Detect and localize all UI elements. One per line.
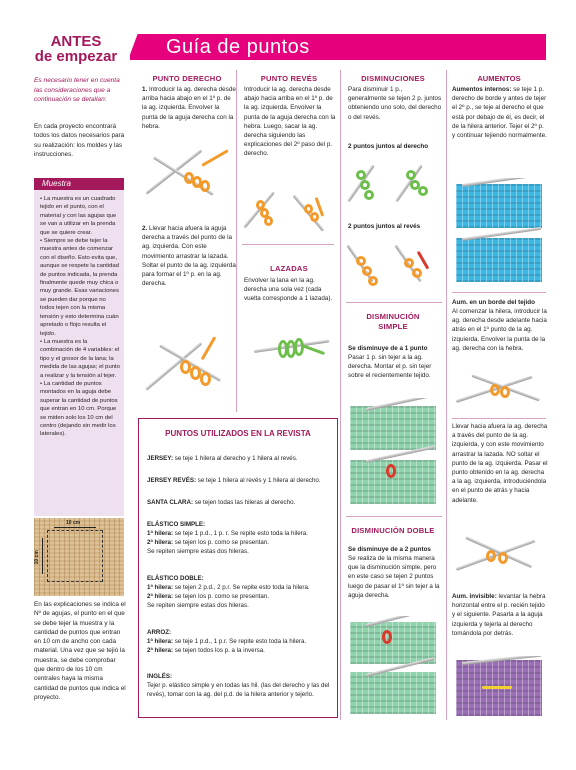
swatch-arrow-vertical — [42, 538, 43, 574]
yarn-loop — [490, 384, 500, 396]
punto-derecho-illustration-2 — [142, 336, 234, 402]
punto-reves-title: PUNTO REVÉS — [260, 74, 318, 83]
muestra-item: • Siempre se debe tejer la muestra antes de comenzar con el diseño. Esto evita que, aunque se respete la cantidad de puntos indicada, la prenda finalmente quede muy chica o muy grande. Esas variaciones se pueden dar porque no todos tejen con la misma tensión y esto determina cuán apretado o flojo resulta el tejido. — [40, 237, 120, 338]
yarn-loop — [200, 372, 211, 386]
yarn-loop — [412, 268, 422, 278]
muestra-heading: Muestra — [34, 178, 124, 190]
knit-panel — [350, 406, 436, 450]
lazadas-text: Envolver la lana en la ag. derecha una sola vez (cada vuelta corresponde a 1 lazada). — [244, 277, 333, 303]
ingles-lead: INGLÉS: — [147, 673, 173, 680]
yarn-loop — [386, 464, 396, 478]
swatch-label-h: 10 cm — [66, 520, 81, 526]
dism-simple-title-line1: DISMINUCIÓN — [366, 312, 420, 321]
aumentos-text2: Tejer el 2º p. y continuar tejiendo normalmente. — [452, 122, 547, 140]
dism-simple-text: Pasar 1 p. sin tejer a la ag. derecha. Montar el p. sin tejer sobre el recientemente tejido. — [348, 354, 432, 380]
ingles-text: Tejer p. elástico simple y en todas las hil. (las del derecho y las del revés), tomar con la ag. del p.d. de la hilera anterior y tejerlo. — [147, 681, 330, 698]
yarn-strand — [201, 336, 217, 360]
yarn-loop — [200, 180, 210, 192]
swatch-arrow-horizontal — [54, 527, 96, 528]
yarn-loop — [356, 256, 366, 266]
santa-clara — [147, 499, 337, 508]
jersey-text: se teje 1 hilera al derecho y 1 hilera al revés. — [174, 455, 298, 462]
knit-panel — [350, 672, 436, 714]
aumentos-text — [452, 85, 548, 140]
ed-rep: Se repiten siempre estas dos hileras. — [147, 601, 249, 609]
yarn-loop — [310, 212, 319, 222]
divider — [452, 418, 546, 419]
dism-derecho-illustration — [346, 156, 440, 214]
lazadas-illustration — [252, 320, 332, 378]
knit-panel — [456, 238, 542, 282]
muestra-box — [34, 190, 124, 516]
aum-borde-illustration-1 — [452, 366, 546, 414]
yarn-strand — [482, 686, 512, 689]
aumentos-text1: se teje 1 p. derecho de borde y antes de tejer el 2º p., se teje al derecho el que está por debajo de él, es decir, el de la hilera anterior. — [452, 86, 547, 130]
yarn-loop — [362, 266, 372, 276]
header-cap — [128, 34, 152, 60]
jersey-lead: JERSEY: — [147, 455, 174, 462]
ed-h2: se tejen los p. como se presentan. — [174, 592, 270, 600]
closing-text: En las explicaciones se indica el Nº de agujas, el punto en el que se debe tejer la muestra y la cantidad de puntos que entran en 10 cm de ancho con cada material. Una vez que se tejió la muestra, se debe comprobar que dentro de los 10 cm centrales haya la misma cantidad de puntos que indica el proyecto. — [34, 601, 126, 701]
step-text: Introducir la ag. derecha desde arriba hacia abajo en el 1º p. de la ag. izquierda. Envolver la punta de la aguja derecha con la hebra. — [142, 86, 236, 130]
ed-h1: se tejen 2 p.d., 2 p.r. Se repite esto toda la hilera. — [174, 583, 310, 591]
es-rep: Se repiten siempre estas dos hileras. — [147, 547, 249, 555]
ed-h1-lead: 1ª hilera: — [147, 583, 174, 591]
intro-text: En cada proyecto encontrará todos los datos necesarios para su realización: los moldes y las instrucciones. — [34, 123, 125, 159]
punto-derecho-step2 — [142, 224, 236, 288]
divider — [452, 292, 546, 293]
punto-derecho-title: PUNTO DERECHO — [152, 74, 222, 83]
dism-doble-title: DISMINUCIÓN DOBLE — [351, 526, 435, 535]
dism-reves-illustration — [346, 236, 440, 296]
arroz-lead: ARROZ: — [147, 629, 172, 636]
yarn-loop — [404, 258, 414, 268]
yarn-strand — [201, 149, 228, 167]
lazadas-title: LAZADAS — [270, 264, 308, 273]
muestra-item: • La muestra es un cuadrado tejido en el punto, con el material y con las agujas que se van a utilizar en la prenda que se quiere crear. — [40, 195, 120, 237]
yarn-loop — [500, 386, 510, 398]
yarn-loop — [360, 180, 370, 190]
step-number: 2. — [142, 225, 148, 232]
puntos-revista-title: PUNTOS UTILIZADOS EN LA REVISTA — [165, 429, 311, 438]
divider — [236, 70, 237, 412]
divider — [346, 516, 442, 517]
antes-title-line2: de empezar — [34, 48, 118, 65]
disminuciones-sub2: 2 puntos juntos al revés — [348, 223, 421, 230]
divider — [340, 70, 341, 720]
page-title: Guía de puntos — [152, 34, 546, 60]
punto-derecho-step1 — [142, 85, 236, 131]
divider — [346, 302, 442, 303]
punto-reves-text: Introducir la ag. derecha desde abajo hacia arriba en el 1º p. de la ag. izquierda. Envolver la punta de la aguja derecha con la hebra. Luego, sacar la ag. derecha siguiendo las explicaciones del 2º paso del p. derecho. — [244, 86, 336, 158]
aum-borde-text2: Llevar hacia afuera la ag. derecha a través del punto de la ag. izquierda, y con este movimiento arrastrar la lazada. NO soltar el punto de la ag. izquierda. Pasar el punto obtenido en la ag. derecha a la ag. izquierda, introduciéndola en el punto de atrás y hacia adelante. — [452, 423, 548, 504]
ed-h2-lead: 2ª hilera: — [147, 592, 174, 600]
elastico-doble — [147, 575, 337, 611]
divider — [446, 70, 447, 720]
divider — [242, 244, 334, 245]
muestra-item: • La cantidad de puntos montados en la aguja debe superar la cantidad de puntos que entran en 10 cm. Porque se miden solo los 10 cm del centro (dejando sin medir los laterales). — [40, 380, 120, 439]
step-text: Llevar hacia afuera la aguja derecha a través del punto de la ag. izquierda. Con este movimiento arrastrar la lazada. Soltar el punto de la ag. izquierda para formar el 1º p. en la ag. derecha. — [142, 225, 236, 288]
yarn-loop — [486, 550, 496, 562]
yarn-loop — [406, 170, 416, 180]
es-h1: se teje 1 p.d., 1 p. r. Se repite esto toda la hilera. — [174, 529, 308, 537]
ar-h2-lead: 2ª hilera: — [147, 646, 174, 654]
dism-simple-title-line2: SIMPLE — [378, 322, 408, 332]
disminuciones-sub1: 2 puntos juntos al derecho — [348, 143, 429, 150]
antes-title — [30, 34, 122, 64]
es-h2-lead: 2ª hilera: — [147, 538, 174, 546]
dism-simple-title — [346, 312, 440, 332]
aum-borde-text: Al comenzar la hilera, introducir la ag. derecha desde adelante hacia atrás en el 1º punto de la ag. izquierda. Envolver la punta de la ag. derecha con la hebra. — [452, 308, 547, 352]
yarn-loop — [368, 276, 378, 286]
dism-doble-text: Se realiza de la misma manera que la disminución simple, pero en este caso se tejen 2 puntos luego de pasar el 1º sin tejer a la aguja derecha. — [348, 555, 440, 599]
left-column — [0, 0, 126, 770]
yarn-loop — [382, 630, 392, 644]
jersey-reves-lead: JERSEY REVÉS: — [147, 477, 197, 484]
yarn-strand — [417, 251, 430, 270]
elastico-simple-lead: ELÁSTICO SIMPLE: — [147, 521, 206, 528]
yarn-strand — [301, 344, 325, 355]
santa-clara-lead: SANTA CLARA: — [147, 499, 194, 506]
aum-invisible-lead: Aum. invisible: — [452, 593, 497, 600]
aumentos-lead: Aumentos internos: — [452, 86, 512, 93]
swatch-square — [47, 530, 103, 582]
aumentos-illustration — [452, 178, 546, 288]
elastico-doble-lead: ELÁSTICO DOBLE: — [147, 575, 204, 582]
santa-clara-text: se tejen todas las hileras al derecho. — [194, 499, 296, 506]
yarn-loop — [498, 552, 508, 564]
aum-invisible-illustration — [452, 656, 546, 720]
puntos-revista-box — [138, 418, 338, 718]
dism-doble-illustration — [346, 616, 440, 720]
dism-simple-lead: Se disminuye de a 1 punto — [348, 345, 428, 352]
punto-reves-illustration-2 — [290, 186, 336, 238]
aumentos-title: AUMENTOS — [477, 74, 521, 83]
ar-h2: se tejen todos los p. a la inversa. — [174, 646, 265, 654]
dism-simple-illustration — [346, 398, 440, 510]
jersey — [147, 455, 337, 464]
yarn-loop — [356, 170, 366, 180]
ar-h1: se teje 1 p.d., 1 p.r. Se repite esto toda la hilera. — [174, 637, 307, 645]
knit-panel — [350, 622, 436, 664]
disminuciones-text: Para disminuir 1 p., generalmente se tejen 2 p. juntos obteniendo uno solo, del derecho o del revés. — [348, 86, 442, 121]
arroz — [147, 629, 337, 656]
yarn-loop — [264, 216, 273, 226]
muestra-item: • La muestra es la combinación de 4 variables: el tipo y el grosor de la lana; la medida de las agujas; el punto a realizar y la tensión al tejer. — [40, 338, 120, 380]
intro-italic: Es necesario tener en cuenta las consideraciones que a continuación se detallan: — [34, 77, 120, 103]
ingles — [147, 673, 337, 700]
knit-panel — [456, 184, 542, 228]
antes-title-line1: ANTES — [50, 33, 102, 50]
elastico-simple — [147, 521, 337, 557]
yarn-loop — [418, 186, 428, 196]
ar-h1-lead: 1ª hilera: — [147, 637, 174, 645]
swatch-image — [34, 518, 124, 596]
jersey-reves — [147, 477, 337, 486]
jersey-reves-text: se teje 1 hilera al revés y 1 hilera al derecho. — [197, 477, 321, 484]
es-h2: se tejen los p. como se presentan. — [174, 538, 270, 546]
aum-borde-lead: Aum. en un borde del tejido — [452, 299, 535, 306]
dism-doble-lead: Se disminuye de a 2 puntos — [348, 546, 431, 553]
punto-reves-illustration-1 — [242, 186, 288, 238]
aum-invisible — [452, 592, 548, 638]
aum-borde-illustration-2 — [452, 528, 546, 584]
swatch-label-v: 10 cm — [33, 550, 40, 565]
es-h1-lead: 1ª hilera: — [147, 529, 174, 537]
step-number: 1. — [142, 86, 148, 93]
disminuciones-title: DISMINUCIONES — [361, 74, 425, 83]
punto-derecho-illustration-1 — [142, 146, 234, 208]
yarn-loop — [364, 190, 374, 200]
aum-invisible-text: levantar la hebra horizontal entre el p. recién tejido y el siguiente. Pasarla a la aguja izquierda y tejerla al derecho tomándola por detrás. — [452, 593, 546, 637]
